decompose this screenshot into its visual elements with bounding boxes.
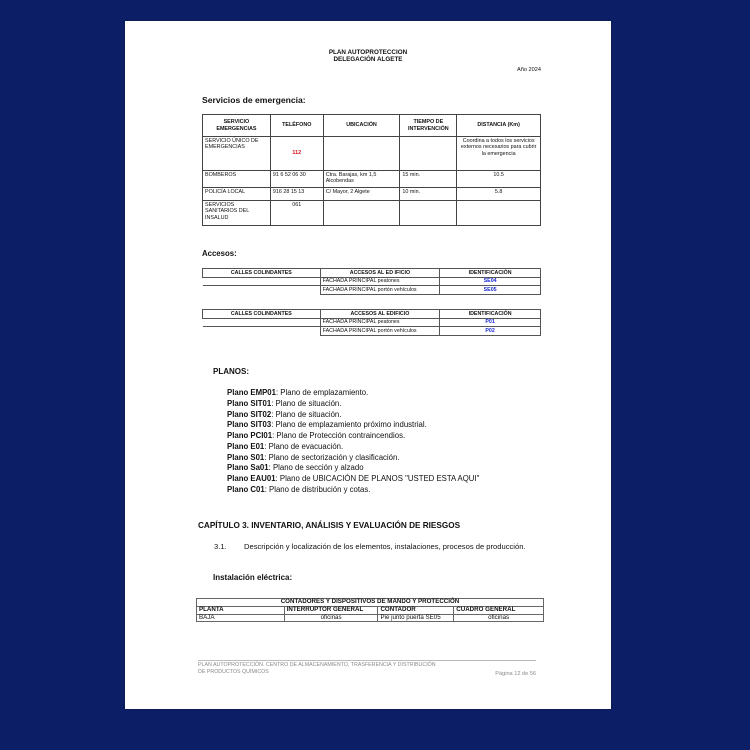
access-heading: Accesos:	[202, 249, 237, 258]
doc-title-line2: DELEGACIÓN ALGETE	[333, 56, 403, 63]
table-header-row	[203, 310, 541, 319]
plano-desc: : Plano de UBICACIÓN DE PLANOS "USTED ESTA AQUI"	[275, 474, 480, 483]
cell-distancia: 5.8	[457, 188, 541, 201]
doc-year: Año 2024	[517, 67, 541, 73]
plano-code: Plano E01	[227, 442, 265, 451]
cell-servicio: BOMBEROS	[203, 171, 271, 188]
table-row	[203, 171, 541, 188]
emergency-table	[202, 114, 541, 226]
cell-interruptor: oficinas	[284, 614, 378, 622]
plano-code: Plano Sa01	[227, 463, 269, 472]
cell-cuadro: oficinas	[454, 614, 544, 622]
cell-ubicacion	[323, 137, 400, 171]
plano-desc: : Plano de evacuación.	[264, 442, 344, 451]
table-row	[197, 614, 544, 622]
cell-ubicacion: Ctra. Barajas, km 1,5 Alcobendas	[323, 171, 400, 188]
list-item	[227, 399, 341, 410]
plano-desc: : Plano de distribución y cotas.	[264, 485, 371, 494]
col-cuadro: CUADRO GENERAL	[454, 606, 544, 614]
plano-code: Plano SIT02	[227, 410, 272, 419]
plano-desc: : Plano de emplazamiento.	[275, 388, 369, 397]
col-ubicacion: UBICACIÓN	[323, 115, 400, 137]
list-item	[227, 388, 368, 399]
cell-calle	[203, 277, 321, 286]
list-item	[227, 442, 343, 453]
plano-desc: : Plano de sección y alzado	[268, 463, 364, 472]
plano-desc: : Plano de sectorización y clasificación.	[264, 453, 400, 462]
cell-tiempo: 10 min.	[400, 188, 457, 201]
table-row	[203, 318, 541, 327]
cell-calle	[203, 327, 321, 336]
cell-acceso: FACHADA PRINCIPAL portón vehículos	[320, 327, 440, 336]
contadores-title: CONTADORES Y DISPOSITIVOS DE MANDO Y PROTECCIÓN	[197, 599, 544, 607]
contadores-table	[196, 598, 544, 622]
plano-code: Plano C01	[227, 485, 265, 494]
plano-code: Plano EMP01	[227, 388, 276, 397]
col-planta: PLANTA	[197, 606, 285, 614]
plano-code: Plano EAU01	[227, 474, 276, 483]
plano-desc: : Plano de emplazamiento próximo industrial.	[271, 420, 427, 429]
access-table-1	[202, 268, 541, 295]
cell-distancia	[457, 201, 541, 226]
cell-acceso: FACHADA PRINCIPAL peatones	[320, 277, 440, 286]
table-row	[203, 327, 541, 336]
list-item	[227, 463, 364, 474]
col-contador: CONTADOR	[378, 606, 454, 614]
list-item	[227, 431, 405, 442]
cell-tiempo: 15 min.	[400, 171, 457, 188]
plano-code: Plano PCI01	[227, 431, 273, 440]
table-row	[203, 277, 541, 286]
table-header-row	[203, 115, 541, 137]
plano-desc: : Plano de situación.	[271, 399, 342, 408]
plano-desc: : Plano de situación.	[271, 410, 342, 419]
col-identificacion: IDENTIFICACIÓN	[440, 269, 541, 278]
cell-telefono: 916 28 15 13	[270, 188, 323, 201]
footer-divider	[198, 660, 536, 661]
plano-code: Plano SIT03	[227, 420, 272, 429]
col-interruptor: INTERRUPTOR GENERAL	[284, 606, 378, 614]
document-page	[125, 21, 611, 709]
planos-heading: PLANOS:	[213, 367, 249, 376]
cell-identificacion: SE04	[440, 277, 541, 286]
col-telefono: TELÉFONO	[270, 115, 323, 137]
cell-servicio: SERVICIO ÚNICO DE EMERGENCIAS	[203, 137, 271, 171]
table-row	[203, 201, 541, 226]
cell-telefono: 061	[270, 201, 323, 226]
table-row	[203, 286, 541, 295]
access-table-2	[202, 309, 541, 336]
footer-line1: PLAN AUTOPROTECCIÓN. CENTRO DE ALMACENAMIENTO, TRASFERENCIA Y DISTRIBUCIÓN	[198, 662, 436, 668]
plano-code: Plano S01	[227, 453, 265, 462]
footer-text	[198, 662, 498, 675]
cell-acceso: FACHADA PRINCIPAL portón vehículos	[320, 286, 440, 295]
cell-telefono: 112	[270, 137, 323, 171]
list-item	[227, 453, 400, 464]
cell-ubicacion: C/ Mayor, 2 Algete	[323, 188, 400, 201]
section-number: 3.1.	[214, 542, 227, 551]
col-servicio: SERVICIO EMERGENCIAS	[203, 115, 271, 137]
emergency-heading: Servicios de emergencia:	[202, 95, 306, 105]
cell-servicio: POLICÍA LOCAL	[203, 188, 271, 201]
cell-acceso: FACHADA PRINCIPAL peatones	[320, 318, 440, 327]
cell-calle	[203, 318, 321, 327]
col-identificacion: IDENTIFICACIÓN	[440, 310, 541, 319]
section-text: Descripción y localización de los elementos, instalaciones, procesos de producción.	[244, 542, 526, 551]
table-header-row	[197, 606, 544, 614]
cell-telefono: 91 6 52 06 30	[270, 171, 323, 188]
col-calles: CALLES COLINDANTES	[203, 269, 321, 278]
cell-servicio: SERVICIOS SANITARIOS DEL INSALUD	[203, 201, 271, 226]
footer-line2: DE PRODUCTOS QUÍMICOS	[198, 668, 269, 675]
cell-identificacion: P02	[440, 327, 541, 336]
table-row	[203, 188, 541, 201]
cell-calle	[203, 286, 321, 295]
list-item	[227, 420, 427, 431]
doc-title-line1: PLAN AUTOPROTECCION	[328, 49, 408, 56]
page-number: Página 12 de 56	[495, 671, 536, 677]
plano-desc: : Plano de Protección contraincendios.	[272, 431, 406, 440]
col-tiempo: TIEMPO DE INTERVENCIÓN	[400, 115, 457, 137]
plano-code: Plano SIT01	[227, 399, 272, 408]
cell-ubicacion	[323, 201, 400, 226]
cell-identificacion: SE05	[440, 286, 541, 295]
cell-tiempo	[400, 201, 457, 226]
cell-planta: BAJA	[197, 614, 285, 622]
list-item	[227, 474, 479, 485]
cell-identificacion: P01	[440, 318, 541, 327]
col-distancia: DISTANCIA (Km)	[457, 115, 541, 137]
doc-title	[125, 49, 611, 63]
table-row	[203, 137, 541, 171]
list-item	[227, 410, 341, 421]
col-accesos: ACCESOS AL EDIFICIO	[320, 310, 440, 319]
cell-contador: Pie junto puerta SE05	[378, 614, 454, 622]
col-calles: CALLES COLINDANTES	[203, 310, 321, 319]
chapter-heading: CAPÍTULO 3. INVENTARIO, ANÁLISIS Y EVALUACIÓN DE RIESGOS	[198, 521, 461, 530]
cell-distancia: 10.5	[457, 171, 541, 188]
installation-heading: Instalación eléctrica:	[213, 573, 293, 582]
cell-tiempo	[400, 137, 457, 171]
list-item	[227, 485, 370, 496]
cell-distancia: Coordina a todos los servicios externos necesarios para cubrir la emergencia	[457, 137, 541, 171]
col-accesos: ACCESOS AL ED IFICIO	[320, 269, 440, 278]
table-header-row	[203, 269, 541, 278]
